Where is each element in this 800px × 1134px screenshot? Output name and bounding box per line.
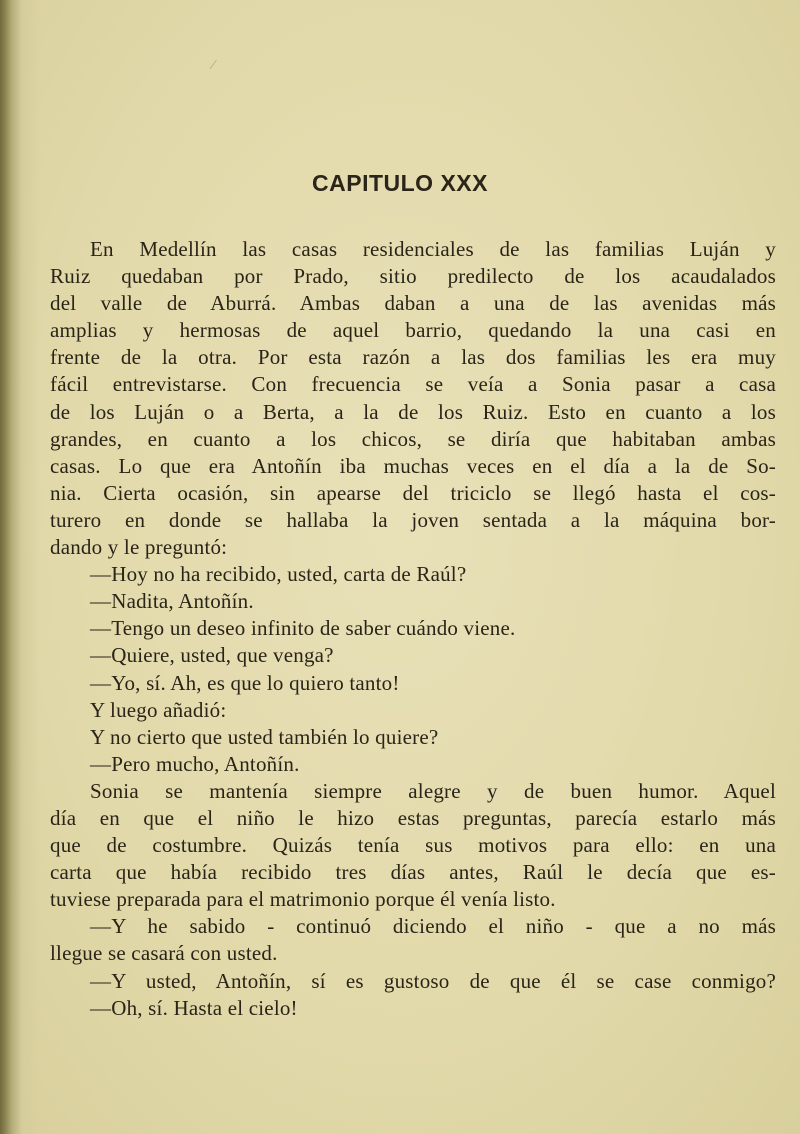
text-line: —Pero mucho, Antoñín. — [90, 751, 300, 776]
text-line: llegue se casará con usted. — [50, 941, 278, 966]
text-line: —Y usted, Antoñín, sí es gustoso de que él se case conmigo? — [90, 968, 776, 993]
text-line: —Nadita, Antoñín. — [90, 589, 254, 614]
text-line: fácil entrevistarse. Con frecuencia se veía a Sonia pasar a casa — [50, 372, 776, 397]
text-line: carta que había recibido tres días antes, Raúl le decía que es- — [50, 860, 776, 885]
text-line: tuviese preparada para el matrimonio porque él venía listo. — [50, 887, 556, 912]
chapter-title: CAPITULO XXX — [312, 170, 488, 196]
text-line: —Quiere, usted, que venga? — [90, 643, 334, 668]
text-line: día en que el niño le hizo estas preguntas, parecía estarlo más — [50, 805, 776, 830]
text-line: dando y le preguntó: — [50, 535, 228, 560]
text-line: —Tengo un deseo infinito de saber cuándo viene. — [90, 616, 516, 641]
text-line: de los Luján o a Berta, a la de los Ruiz. Esto en cuanto a los — [50, 399, 776, 424]
text-line: frente de la otra. Por esta razón a las dos familias les era muy — [50, 345, 776, 370]
text-line: turero en donde se hallaba la joven sentada a la máquina bor- — [50, 507, 776, 532]
text-line: —Yo, sí. Ah, es que lo quiero tanto! — [90, 670, 400, 695]
text-line: grandes, en cuanto a los chicos, se diría que habitaban ambas — [50, 426, 776, 451]
text-line: Y luego añadió: — [90, 697, 227, 722]
text-line: Ruiz quedaban por Prado, sitio predilecto de los acaudalados — [50, 264, 776, 289]
body-text — [50, 236, 776, 1022]
text-line: amplias y hermosas de aquel barrio, quedando la una casi en — [50, 318, 776, 343]
text-line: —Hoy no ha recibido, usted, carta de Raúl? — [90, 562, 467, 587]
stray-mark: ⁄ — [212, 58, 215, 73]
text-line: En Medellín las casas residenciales de las familias Luján y — [90, 237, 776, 261]
text-line: nia. Cierta ocasión, sin apearse del triciclo se llegó hasta el cos- — [50, 480, 776, 505]
text-line: casas. Lo que era Antoñín iba muchas veces en el día a la de So- — [50, 453, 776, 478]
text-line: que de costumbre. Quizás tenía sus motivos para ello: en una — [50, 833, 776, 858]
text-line: —Oh, sí. Hasta el cielo! — [90, 995, 298, 1020]
text-line: Sonia se mantenía siempre alegre y de buen humor. Aquel — [90, 778, 776, 803]
text-line: —Y he sabido - continuó diciendo el niño - que a no más — [90, 914, 776, 939]
text-line: del valle de Aburrá. Ambas daban a una de las avenidas más — [50, 291, 776, 316]
text-line: Y no cierto que usted también lo quiere? — [90, 724, 439, 749]
